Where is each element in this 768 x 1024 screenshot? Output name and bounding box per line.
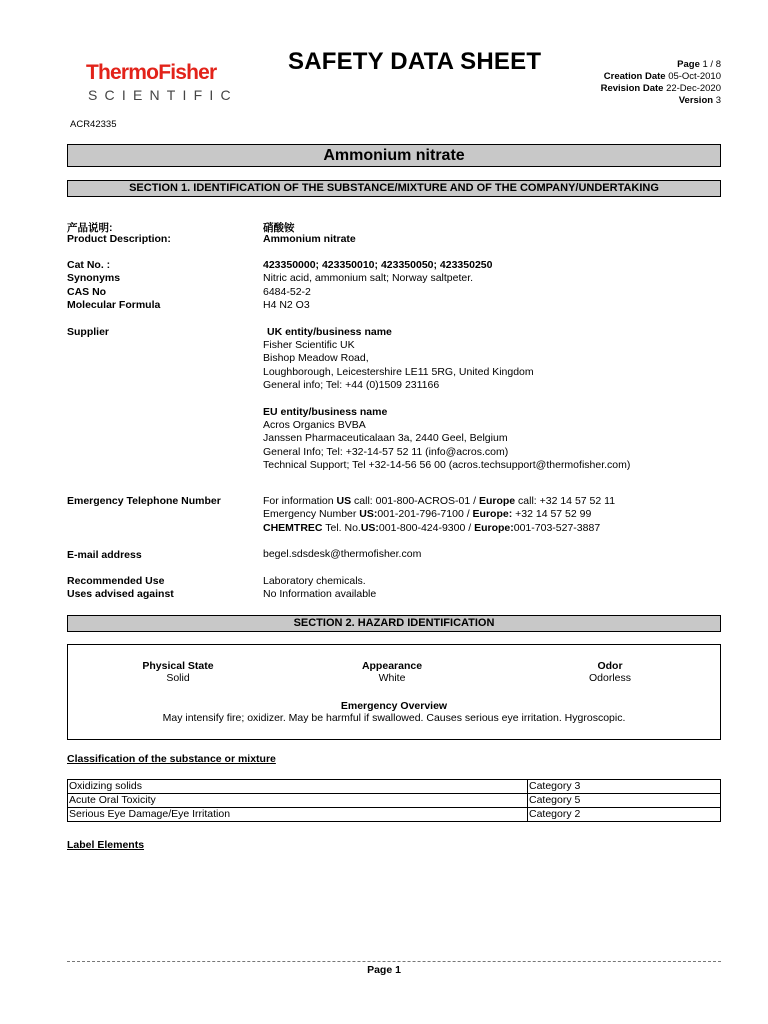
odor-label: Odor (597, 660, 623, 672)
hazard-cell: Oxidizing solids (68, 780, 528, 794)
label-elements-heading: Label Elements (67, 839, 145, 851)
emergency-line-3 (263, 522, 600, 534)
revision-label: Revision Date (600, 83, 664, 94)
cas-value: 6484-52-2 (263, 286, 311, 298)
page-value: 1 / 8 (702, 59, 721, 70)
eu-entity-line: Acros Organics BVBA (263, 419, 366, 431)
em1-text: For information (263, 495, 337, 507)
revision-meta (601, 83, 721, 94)
em3-text: Tel. No. (322, 522, 361, 534)
supplier-label: Supplier (67, 326, 110, 338)
product-desc-value: Ammonium nitrate (263, 233, 356, 245)
physical-state-label: Physical State (142, 660, 214, 672)
em1-text: call: 001-800-ACROS-01 / (351, 495, 479, 507)
physical-state-col (108, 660, 248, 684)
creation-value: 05-Oct-2010 (668, 71, 721, 82)
em2-text: +32 14 57 52 99 (512, 508, 592, 520)
footer-divider (67, 961, 721, 962)
cn-desc-label: 产品说明: (67, 222, 113, 234)
classification-heading: Classification of the substance or mixture (67, 753, 276, 765)
physical-state-value: Solid (166, 672, 190, 684)
uk-entity-line: Fisher Scientific UK (263, 339, 355, 351)
em2-text: Emergency Number (263, 508, 360, 520)
page-meta (677, 59, 721, 70)
table-row (68, 808, 721, 822)
category-cell: Category 3 (528, 780, 721, 794)
em2-europe: Europe: (472, 508, 513, 520)
emergency-line-2 (263, 508, 591, 520)
section1-title: SECTION 1. IDENTIFICATION OF THE SUBSTANCE/MIXTURE AND OF THE COMPANY/UNDERTAKING (67, 180, 721, 197)
emergency-label: Emergency Telephone Number (67, 495, 221, 507)
cn-desc-value: 硝酸铵 (263, 222, 295, 234)
appearance-label: Appearance (361, 660, 423, 672)
cat-no-value: 423350000; 423350010; 423350050; 423350250 (263, 259, 493, 271)
recommended-use-value: Laboratory chemicals. (263, 575, 366, 587)
document-code: ACR42335 (70, 119, 117, 130)
category-cell: Category 2 (528, 808, 721, 822)
cat-no-label: Cat No. : (67, 259, 111, 271)
creation-label: Creation Date (603, 71, 666, 82)
hazard-cell: Serious Eye Damage/Eye Irritation (68, 808, 528, 822)
emergency-overview (68, 700, 720, 724)
product-title-bar: Ammonium nitrate (67, 144, 721, 167)
eu-entity-heading: EU entity/business name (263, 406, 388, 418)
version-value: 3 (715, 95, 721, 106)
table-row (68, 780, 721, 794)
synonyms-label: Synonyms (67, 272, 121, 284)
uses-against-label: Uses advised against (67, 588, 174, 600)
eu-entity-line: Janssen Pharmaceuticalaan 3a, 2440 Geel, Belgium (263, 432, 508, 444)
cas-label: CAS No (67, 286, 107, 298)
formula-value: H4 N2 O3 (263, 299, 310, 311)
em3-text: 001-703-527-3887 (513, 522, 601, 534)
formula-label: Molecular Formula (67, 299, 161, 311)
email-label: E-mail address (67, 549, 142, 561)
emergency-line-1 (263, 495, 615, 507)
em1-us: US (336, 495, 352, 507)
em3-europe: Europe: (474, 522, 514, 534)
em1-text: call: +32 14 57 52 11 (515, 495, 616, 507)
product-desc-label: Product Description: (67, 233, 171, 245)
recommended-use-label: Recommended Use (67, 575, 165, 587)
hazard-summary-box (67, 644, 721, 740)
appearance-col (322, 660, 462, 684)
em2-text: 001-201-796-7100 / (377, 508, 473, 520)
odor-value: Odorless (588, 672, 631, 684)
email-value: begel.sdsdesk@thermofisher.com (263, 548, 422, 560)
table-row (68, 794, 721, 808)
page-footer: Page 1 (367, 964, 401, 976)
version-label: Version (678, 95, 714, 106)
synonyms-value: Nitric acid, ammonium salt; Norway saltpeter. (263, 272, 474, 284)
uk-entity-line: Bishop Meadow Road, (263, 352, 369, 364)
page-label: Page (677, 59, 700, 70)
version-meta (679, 95, 721, 106)
uk-entity-heading: UK entity/business name (267, 326, 392, 338)
eu-entity-line: Technical Support; Tel +32-14-56 56 00 (acros.techsupport@thermofisher.com) (263, 459, 631, 471)
category-cell: Category 5 (528, 794, 721, 808)
overview-label: Emergency Overview (340, 700, 448, 712)
eu-entity-line: General Info; Tel: +32-14-57 52 11 (info@acros.com) (263, 446, 509, 458)
document-title: SAFETY DATA SHEET (288, 48, 542, 75)
em3-us: US: (360, 522, 379, 534)
appearance-value: White (378, 672, 406, 684)
uk-entity-line: Loughborough, Leicestershire LE11 5RG, United Kingdom (263, 366, 534, 378)
em2-us: US: (359, 508, 378, 520)
logo-brand: ThermoFisher (86, 61, 217, 84)
hazard-cell: Acute Oral Toxicity (68, 794, 528, 808)
logo-subtitle: SCIENTIFIC (88, 87, 238, 103)
overview-text: May intensify fire; oxidizer. May be harmful if swallowed. Causes serious eye irritation. Hygroscopic. (162, 712, 626, 724)
em1-europe: Europe (478, 495, 516, 507)
uses-against-value: No Information available (263, 588, 377, 600)
classification-table (67, 779, 721, 822)
uk-entity-line: General info; Tel: +44 (0)1509 231166 (263, 379, 440, 391)
revision-value: 22-Dec-2020 (666, 83, 721, 94)
em3-chemtrec: CHEMTREC (263, 522, 323, 534)
creation-meta (604, 71, 721, 82)
em3-text: 001-800-424-9300 / (378, 522, 475, 534)
section2-title: SECTION 2. HAZARD IDENTIFICATION (67, 615, 721, 632)
odor-col (540, 660, 680, 684)
